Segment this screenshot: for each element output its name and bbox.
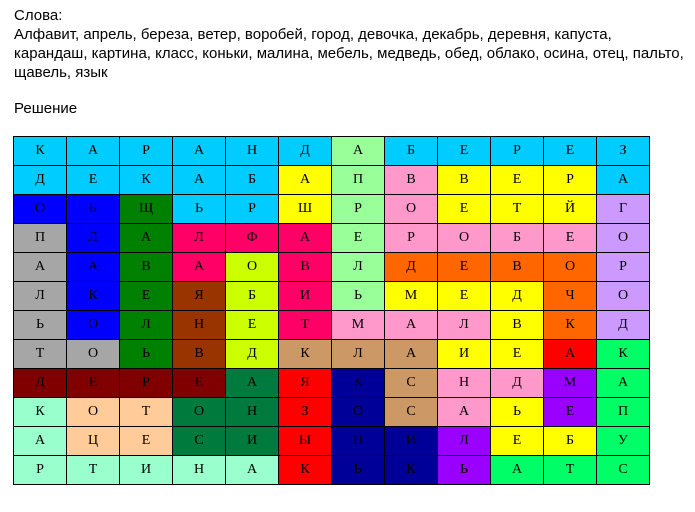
grid-cell: О (597, 224, 650, 253)
solution-title: Решение (14, 100, 78, 117)
grid-cell: Т (279, 311, 332, 340)
grid-cell: Е (438, 137, 491, 166)
grid-cell: В (491, 253, 544, 282)
grid-cell: В (173, 340, 226, 369)
grid-cell: Р (120, 369, 173, 398)
grid-cell: А (279, 166, 332, 195)
grid-cell: П (332, 166, 385, 195)
grid-cell: Н (226, 398, 279, 427)
grid-cell: Р (226, 195, 279, 224)
grid-cell: К (14, 398, 67, 427)
grid-cell: А (597, 369, 650, 398)
grid-cell: К (279, 340, 332, 369)
words-title: Слова: (14, 7, 63, 24)
grid-cell: К (120, 166, 173, 195)
grid-row (14, 224, 650, 253)
grid-cell: М (385, 282, 438, 311)
grid-cell: С (385, 398, 438, 427)
grid-cell: Е (544, 398, 597, 427)
grid-cell: М (332, 311, 385, 340)
grid-cell: А (279, 224, 332, 253)
grid-cell: Е (438, 253, 491, 282)
grid-cell: Б (491, 224, 544, 253)
grid-cell: Л (120, 311, 173, 340)
grid-cell: В (438, 166, 491, 195)
grid-row (14, 311, 650, 340)
grid-cell: О (544, 253, 597, 282)
grid-cell: Л (173, 224, 226, 253)
grid-cell: Л (14, 282, 67, 311)
grid-cell: О (438, 224, 491, 253)
grid-cell: Е (67, 369, 120, 398)
grid-row (14, 456, 650, 485)
grid-cell: А (173, 166, 226, 195)
grid-cell: Д (491, 282, 544, 311)
grid-cell: Е (67, 166, 120, 195)
grid-cell: Ь (438, 456, 491, 485)
grid-cell: Т (120, 398, 173, 427)
grid-cell: Л (332, 253, 385, 282)
grid-cell: Р (544, 166, 597, 195)
grid-cell: Ч (544, 282, 597, 311)
grid-cell: А (14, 427, 67, 456)
grid-cell: Ь (173, 195, 226, 224)
grid-cell: О (173, 398, 226, 427)
grid-cell: Т (544, 456, 597, 485)
grid-cell: Е (438, 282, 491, 311)
grid-cell: Р (14, 456, 67, 485)
grid-cell: К (385, 456, 438, 485)
grid-cell: Ь (332, 456, 385, 485)
grid-cell: Р (597, 253, 650, 282)
grid-cell: А (14, 253, 67, 282)
grid-cell: Б (67, 195, 120, 224)
grid-row (14, 427, 650, 456)
grid-cell: Н (173, 456, 226, 485)
grid-cell: Е (491, 166, 544, 195)
grid-row (14, 369, 650, 398)
grid-cell: Я (279, 369, 332, 398)
grid-cell: А (226, 456, 279, 485)
grid-cell: Е (120, 282, 173, 311)
grid-cell: О (67, 311, 120, 340)
grid-cell: В (491, 311, 544, 340)
grid-cell: О (67, 398, 120, 427)
grid-cell: С (173, 427, 226, 456)
grid-cell: Ы (279, 427, 332, 456)
grid-cell: В (385, 166, 438, 195)
grid-cell: А (226, 369, 279, 398)
grid-cell: О (67, 340, 120, 369)
grid-cell: О (597, 282, 650, 311)
letter-grid (13, 136, 650, 485)
grid-cell: И (120, 456, 173, 485)
words-list: Алфавит, апрель, береза, ветер, воробей, город, девочка, декабрь, деревня, капуста, карандаш, картина, класс, коньки, малина, мебель, медведь, обед, облако, осина, отец, пальто, щавель, язык (14, 26, 684, 81)
grid-cell: Н (226, 137, 279, 166)
grid-cell: О (332, 398, 385, 427)
grid-cell: К (597, 340, 650, 369)
words-block (14, 6, 684, 82)
grid-cell: Ь (332, 282, 385, 311)
grid-cell: П (14, 224, 67, 253)
grid-cell: П (597, 398, 650, 427)
grid-cell: Л (438, 427, 491, 456)
grid-cell: А (491, 456, 544, 485)
grid-cell: А (597, 166, 650, 195)
grid-cell: Т (491, 195, 544, 224)
grid-cell: А (385, 311, 438, 340)
grid-cell: А (438, 398, 491, 427)
grid-cell: Д (226, 340, 279, 369)
grid-cell: И (438, 340, 491, 369)
grid-row (14, 195, 650, 224)
grid-row (14, 282, 650, 311)
grid-cell: А (544, 340, 597, 369)
grid-cell: З (279, 398, 332, 427)
grid-cell: А (120, 224, 173, 253)
grid-cell: Р (385, 224, 438, 253)
grid-cell: Д (14, 166, 67, 195)
grid-cell: М (544, 369, 597, 398)
grid-cell: З (597, 137, 650, 166)
grid-cell: Е (120, 427, 173, 456)
grid-cell: А (173, 253, 226, 282)
grid-cell: Ф (226, 224, 279, 253)
grid-cell: У (597, 427, 650, 456)
grid-cell: Р (332, 195, 385, 224)
grid-row (14, 398, 650, 427)
grid-cell: Т (14, 340, 67, 369)
grid-cell: Л (67, 224, 120, 253)
grid-cell: И (279, 282, 332, 311)
grid-cell: Д (491, 369, 544, 398)
grid-row (14, 137, 650, 166)
grid-cell: А (385, 340, 438, 369)
grid-cell: К (279, 456, 332, 485)
grid-cell: Е (491, 427, 544, 456)
grid-cell: О (385, 195, 438, 224)
grid-cell: Н (438, 369, 491, 398)
grid-cell: Р (120, 137, 173, 166)
grid-cell: Е (438, 195, 491, 224)
grid-cell: Е (173, 369, 226, 398)
grid-cell: А (67, 253, 120, 282)
grid-cell: Л (332, 340, 385, 369)
grid-cell: О (14, 195, 67, 224)
grid-cell: Б (544, 427, 597, 456)
grid-cell: О (226, 253, 279, 282)
grid-cell: Е (544, 224, 597, 253)
grid-cell: Ь (120, 340, 173, 369)
grid-cell: Б (226, 282, 279, 311)
grid-cell: Д (385, 253, 438, 282)
letter-grid-body (14, 137, 650, 485)
grid-cell: А (173, 137, 226, 166)
grid-cell: Л (438, 311, 491, 340)
grid-cell: Е (544, 137, 597, 166)
grid-row (14, 340, 650, 369)
grid-cell: В (120, 253, 173, 282)
grid-cell: К (67, 282, 120, 311)
grid-cell: К (544, 311, 597, 340)
grid-cell: А (332, 137, 385, 166)
grid-cell: Ц (67, 427, 120, 456)
grid-cell: Б (226, 166, 279, 195)
grid-cell: И (226, 427, 279, 456)
grid-cell: В (279, 253, 332, 282)
grid-cell: Й (544, 195, 597, 224)
grid-cell: Г (597, 195, 650, 224)
grid-cell: С (385, 369, 438, 398)
grid-cell: Д (597, 311, 650, 340)
grid-cell: И (385, 427, 438, 456)
grid-cell: Б (385, 137, 438, 166)
grid-row (14, 166, 650, 195)
grid-cell: А (67, 137, 120, 166)
grid-cell: Ь (491, 398, 544, 427)
grid-cell: Д (279, 137, 332, 166)
grid-cell: К (332, 369, 385, 398)
grid-cell: Е (491, 340, 544, 369)
grid-cell: Ш (279, 195, 332, 224)
grid-cell: Н (173, 311, 226, 340)
grid-cell: С (597, 456, 650, 485)
grid-cell: Е (226, 311, 279, 340)
grid-cell: Я (173, 282, 226, 311)
grid-cell: Д (14, 369, 67, 398)
grid-cell: Ь (14, 311, 67, 340)
grid-cell: Т (67, 456, 120, 485)
grid-cell: Е (332, 224, 385, 253)
grid-cell: К (14, 137, 67, 166)
grid-cell: Н (332, 427, 385, 456)
grid-cell: Р (491, 137, 544, 166)
grid-cell: Щ (120, 195, 173, 224)
grid-row (14, 253, 650, 282)
